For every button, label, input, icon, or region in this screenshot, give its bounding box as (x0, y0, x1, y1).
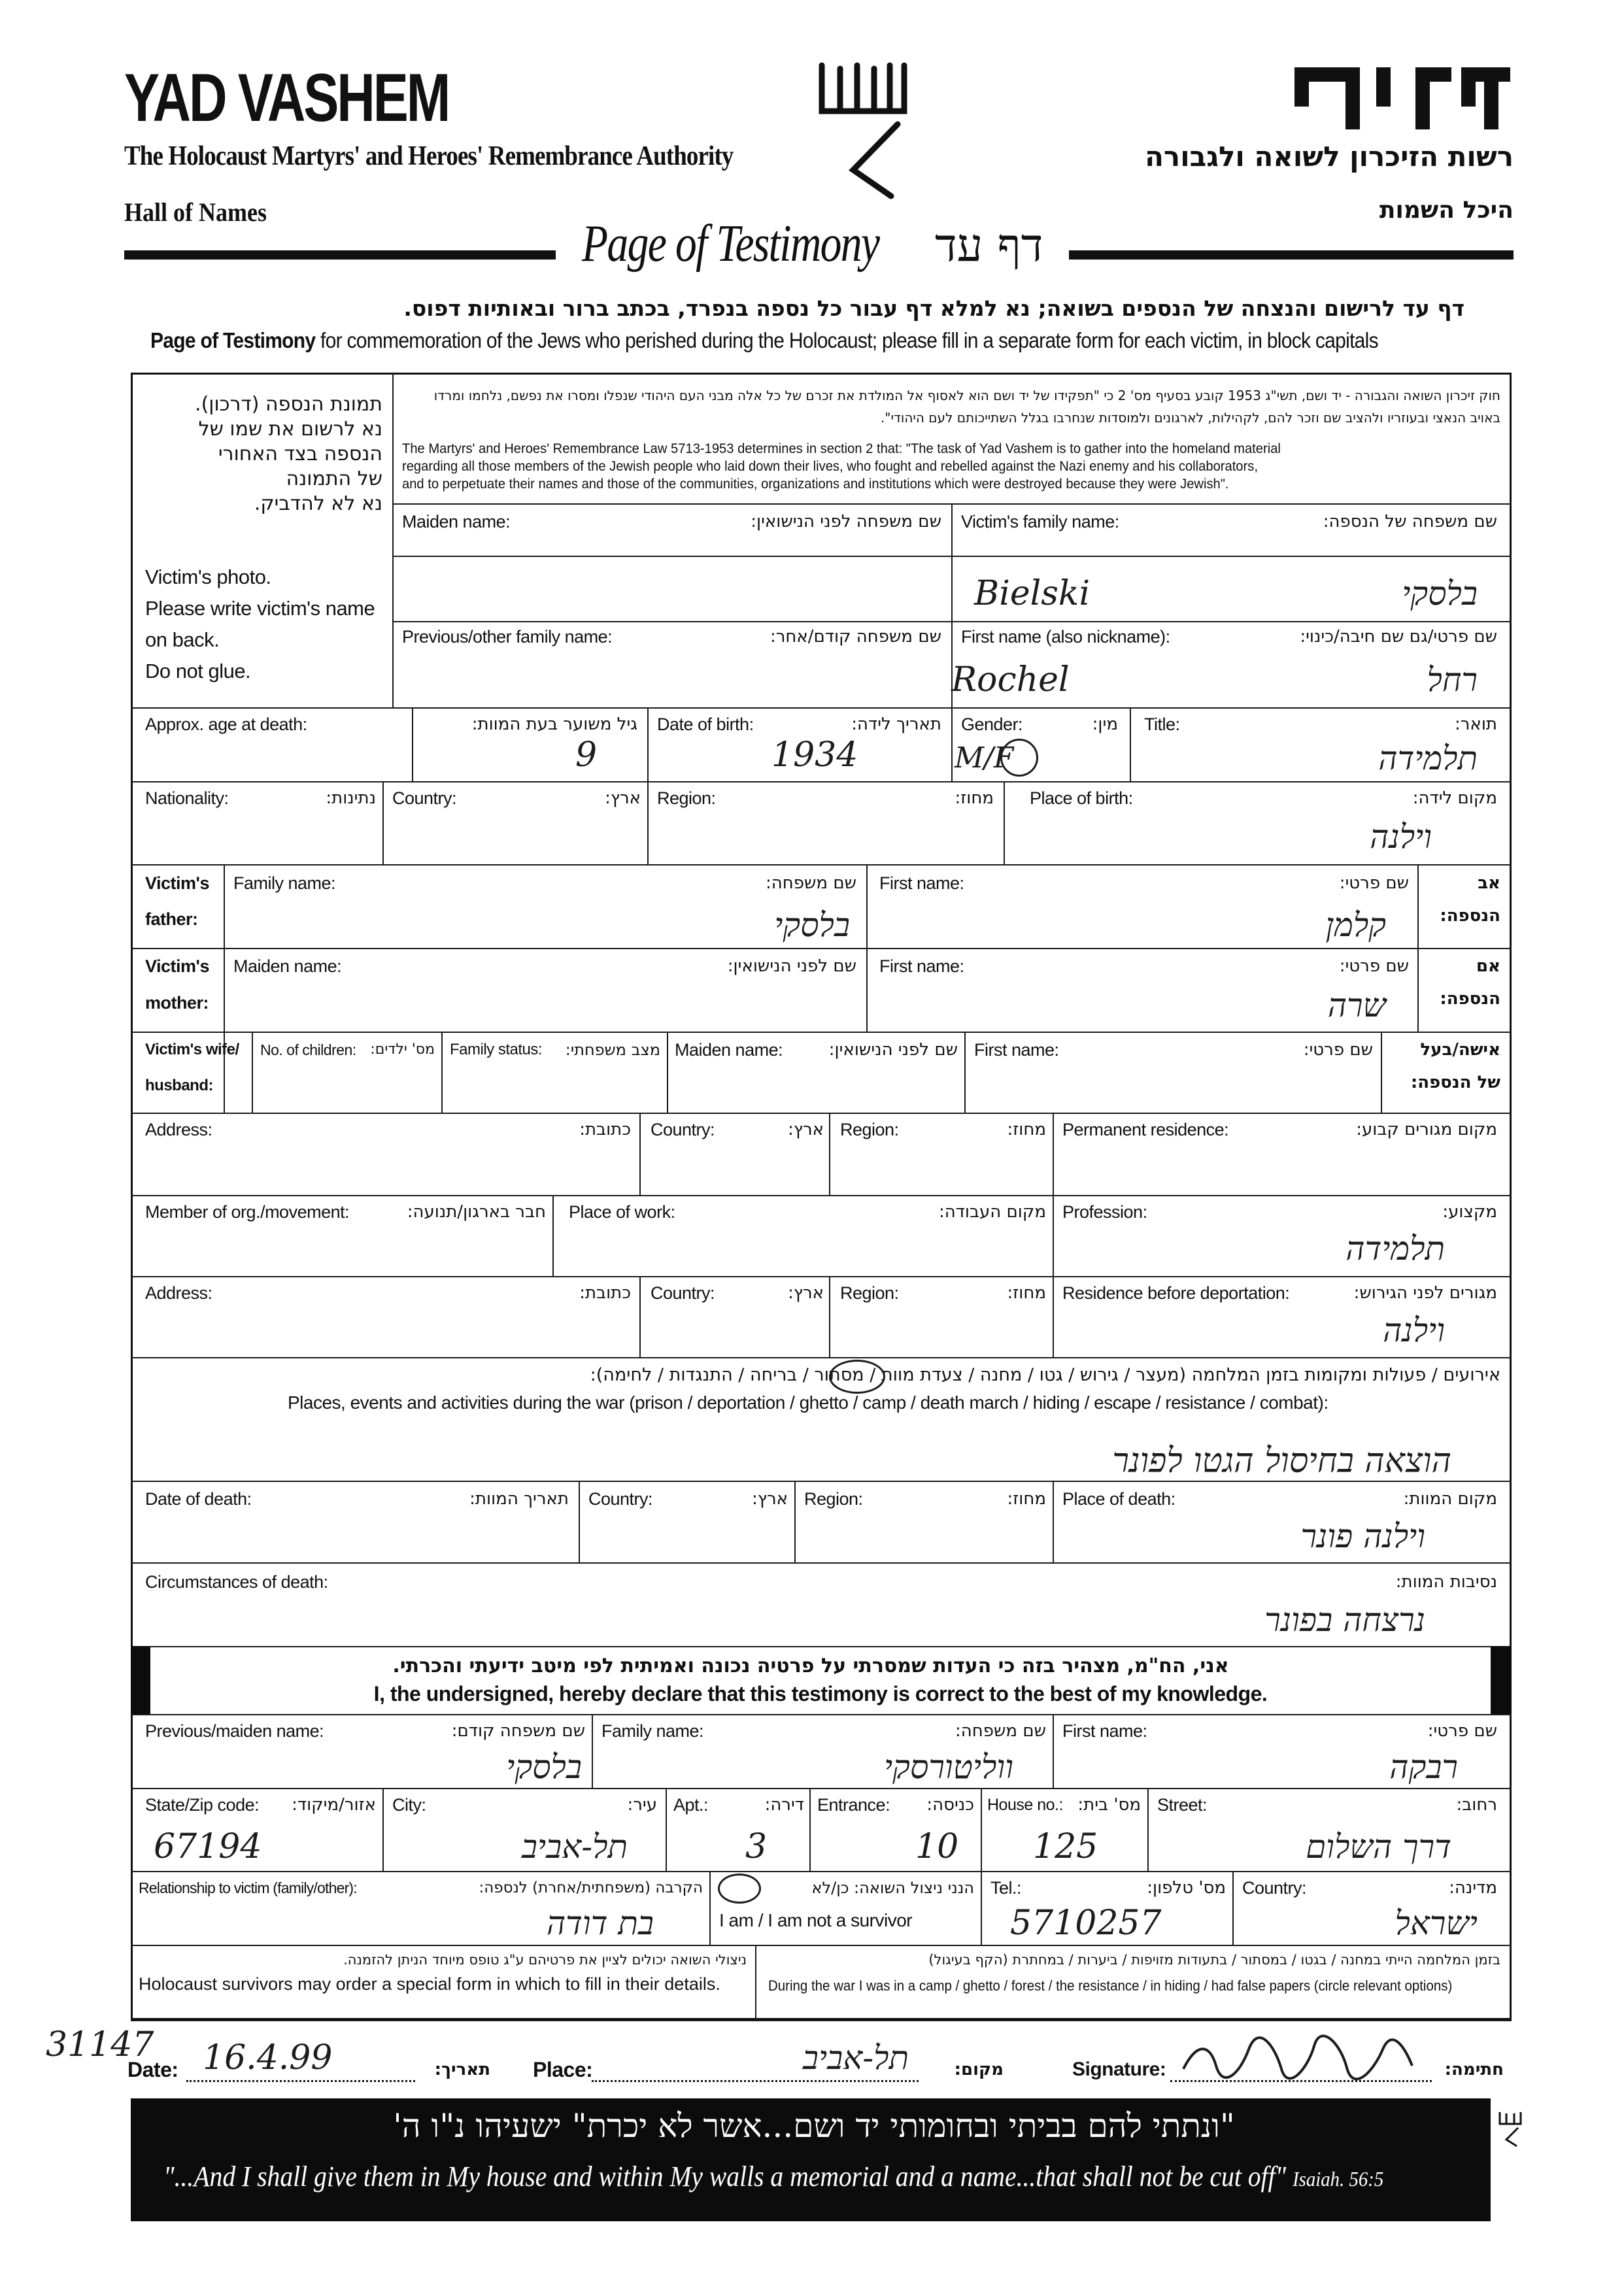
street-label-he: רחוב: (1456, 1795, 1497, 1815)
circumstances-value-he: נרצחה בפונר (1264, 1601, 1425, 1639)
declarant-country-label: Country: (1242, 1878, 1307, 1898)
zip-label-he: אזור/מיקוד: (292, 1795, 376, 1815)
first-name-nick-label: First name (also nickname): (961, 627, 1170, 647)
address2-region-label: Region: (840, 1283, 899, 1303)
survivor-label-en: I am / I am not a survivor (719, 1910, 913, 1930)
footer-quote-he: "ונתתי להם בביתי ובחומותי יד ושם...אשר לא יכרת" ישעיהו נ"ו ה' (393, 2107, 1235, 2145)
photo-instructions-en-3: on back. (145, 628, 220, 651)
declarant-family-name-label-he: שם משפחה: (955, 1721, 1046, 1741)
permanent-residence-label: Permanent residence: (1062, 1120, 1229, 1139)
city-label: City: (392, 1795, 426, 1815)
member-org-label-he: חבר בארגון/תנועה: (407, 1202, 546, 1222)
document-title-he: דף עד (935, 218, 1043, 272)
spouse-maiden-name-label-he: שם לפני הנישואין: (828, 1040, 958, 1060)
mother-label-he-1: אם (1476, 956, 1500, 976)
age-at-death-label: Approx. age at death: (145, 714, 307, 734)
family-status-label-he: מצב משפחתי: (565, 1041, 660, 1059)
apt-label-he: דירה: (764, 1795, 804, 1815)
city-label-he: עיר: (627, 1795, 657, 1815)
house-no-label-he: מס' בית: (1077, 1795, 1141, 1815)
spouse-label-1: Victim's wife/ (145, 1041, 239, 1058)
dob-value: 1934 (771, 735, 858, 775)
hall-of-names-en: Hall of Names (124, 197, 267, 227)
victim-family-name-label: Victim's family name: (961, 512, 1119, 531)
photo-instructions-en-4: Do not glue. (145, 660, 251, 682)
member-org-label: Member of org./movement: (145, 1202, 350, 1222)
survivor-label-he: הנני ניצול השואה: כן/לא (811, 1879, 974, 1897)
declaration-he: אני, הח"מ, מצהיר בזה כי העדות שמסרתי על פרטיה נכונה ואמיתית לפי מיטב ידיעתי והכרתי. (392, 1655, 1229, 1677)
profession-value-he: תלמידה (1345, 1230, 1445, 1268)
declarant-family-name-label: Family name: (601, 1721, 704, 1741)
profession-label: Profession: (1062, 1202, 1147, 1222)
victims-mother-label-1: Victim's (145, 956, 209, 976)
place-label-he: מקום: (954, 2060, 1004, 2079)
title-rule-right (1069, 250, 1514, 260)
first-name-nick-label-he: שם פרטי/גם שם חיבה/כינוי: (1300, 627, 1497, 647)
photo-instructions-he-5: נא לא להדביק. (254, 492, 382, 515)
during-war-note-he: בזמן המלחמה הייתי במחנה / בגטו / במסתור / בתעודות מזויפות / ביערות / במחתרת (הקף בעיגול) (928, 1952, 1500, 1968)
circumstances-label: Circumstances of death: (145, 1572, 328, 1592)
entrance-label: Entrance: (817, 1795, 890, 1815)
address-label-he: כתובת: (579, 1120, 631, 1139)
country-label-he: ארץ: (605, 788, 641, 808)
relationship-label-he: הקרבה (משפחתית/אחרת) לנספה: (479, 1879, 703, 1896)
photo-instructions-he-1: תמונת הנספה (דרכון). (195, 393, 382, 416)
events-label-he: אירועים / פעולות ומקומות בזמן המלחמה (מעצר / גירוש / גטו / מחנה / צעדת מוות / מסתור / בריחה / התנגדות / לחימה): (590, 1365, 1500, 1385)
footer-quote-en (163, 2157, 1384, 2198)
title-label: Title: (1144, 714, 1180, 734)
victim-family-name-label-he: שם משפחה של הנספה: (1323, 512, 1497, 531)
children-label: No. of children: (260, 1041, 356, 1058)
father-label-he-1: אב (1478, 873, 1500, 893)
region-label-he: מחוז: (955, 788, 994, 808)
title-label-he: תואר: (1455, 714, 1497, 734)
father-first-name-label-he: שם פרטי: (1339, 873, 1409, 893)
declaration-left-bar (131, 1646, 150, 1714)
profession-label-he: מקצוע: (1442, 1202, 1497, 1222)
death-region-label: Region: (804, 1489, 863, 1509)
apt-label: Apt.: (673, 1795, 709, 1815)
place-of-birth-value-he: וילנה (1370, 818, 1432, 856)
during-war-note-en: During the war I was in a camp / ghetto / forest / the resistance / in hiding / had false papers (circle relevant options) (768, 1977, 1453, 1994)
events-value-he: הוצאה בחיסול הגטו לפונר (1112, 1441, 1451, 1481)
mother-first-name-value-he: שרה (1327, 986, 1386, 1024)
survivor-form-note-he: ניצולי השואה יכולים לציין את פרטיהם ע"ג טופס מיוחד הניתן להזמנה. (343, 1952, 747, 1968)
victims-mother-label-2: mother: (145, 993, 209, 1013)
gender-label: Gender: (961, 714, 1023, 734)
ghetto-circle-icon (829, 1360, 885, 1394)
gender-value: M/F (955, 741, 1014, 775)
tel-label: Tel.: (990, 1878, 1022, 1898)
place-of-death-label-he: מקום המוות: (1403, 1489, 1497, 1509)
nationality-label-he: נתינות: (326, 788, 376, 808)
intro-en-bold: Page of Testimony (150, 328, 316, 352)
survivor-form-note-en: Holocaust survivors may order a special form in which to fill in their details. (139, 1974, 720, 1994)
previous-maiden-label-he: שם משפחה קודם: (451, 1721, 585, 1741)
archive-number: 31147 (46, 2025, 154, 2064)
date-line (186, 2080, 415, 2082)
gender-label-he: מין: (1092, 714, 1118, 734)
declaration-right-bar (1491, 1646, 1512, 1714)
dob-label: Date of birth: (657, 714, 754, 734)
org-name-en: YAD VASHEM (124, 60, 449, 136)
org-name-he-wordmark (1294, 62, 1510, 134)
maiden-name-label: Maiden name: (402, 512, 511, 531)
death-country-label-he: ארץ: (752, 1489, 788, 1509)
zip-label: State/Zip code: (145, 1795, 260, 1815)
declarant-country-value-he: ישראל (1395, 1904, 1478, 1942)
date-of-death-label-he: תאריך המוות: (469, 1489, 569, 1509)
house-no-value: 125 (1033, 1827, 1098, 1866)
place-line (592, 2080, 919, 2082)
address-region-label-he: מחוז: (1007, 1120, 1046, 1139)
father-family-name-value-he: בלסקי (774, 906, 850, 944)
signature-image (1177, 2030, 1419, 2082)
street-value-he: דרך השלום (1306, 1828, 1451, 1866)
footer-yad-vashem-mark-icon (1497, 2108, 1523, 2147)
mother-label-he-2: הנספה: (1440, 989, 1500, 1009)
intro-he: דף עד לרישום והנצחה של הנספים בשואה; נא למלא דף עבור כל נספה בנפרד, בכתב ברור ובאותיות דפוס. (403, 295, 1464, 321)
spouse-label-he-2: של הנספה: (1410, 1073, 1500, 1092)
residence-before-label-he: מגורים לפני הגירוש: (1353, 1283, 1497, 1303)
place-of-birth-label: Place of birth: (1030, 788, 1133, 808)
death-country-label: Country: (588, 1489, 653, 1509)
yad-vashem-logo-icon (814, 49, 912, 199)
previous-family-name-label-he: שם משפחה קודם/אחר: (770, 627, 941, 647)
photo-instructions-en-2: Please write victim's name (145, 597, 375, 620)
declarant-family-name-value-he: ווליטורסקי (884, 1748, 1013, 1786)
law-text-he: חוק זיכרון השואה והגבורה - יד ושם, תשי"ג 1953 קובע בסעיף מס' 2 כי "תפקידו של יד ושם הוא לאסוף אל המולדת את זכרם של כל אלה מבני העם היהודי שנפלו ומסרו את נפשם, נלחמו ומרדו באויב הנאצי ובעוזריו ולהציב שם וזכר להם, לקהילות, לארגונים ולמוסדות שנחרבו בגלל השתייכותם לעם היהודי". (433, 388, 1500, 426)
footer-source-en: Isaiah. 56:5 (1293, 2167, 1384, 2191)
maiden-name-label-he: שם משפחה לפני הנישואין: (751, 512, 941, 531)
dob-label-he: תאריך לידה: (851, 714, 941, 734)
place-of-death-label: Place of death: (1062, 1489, 1176, 1509)
spouse-first-name-label-he: שם פרטי: (1303, 1040, 1373, 1060)
gender-female-circle-icon (1000, 739, 1038, 777)
spouse-first-name-label: First name: (974, 1040, 1059, 1060)
place-value-he: תל-אביב (802, 2039, 909, 2077)
children-label-he: מס' ילדים: (370, 1041, 435, 1058)
father-first-name-label: First name: (879, 873, 964, 893)
address2-country-label: Country: (651, 1283, 715, 1303)
intro-en (150, 327, 1388, 354)
declaration-en: I, the undersigned, hereby declare that this testimony is correct to the best of my knowledge. (373, 1682, 1268, 1706)
tel-label-he: מס' טלפון: (1147, 1878, 1226, 1898)
title-rule-left (124, 250, 556, 260)
address-country-label: Country: (651, 1120, 715, 1139)
previous-maiden-value-he: בלסקי (506, 1748, 582, 1786)
declarant-first-name-label: First name: (1062, 1721, 1147, 1741)
country-label: Country: (392, 788, 457, 808)
permanent-residence-label-he: מקום מגורים קבוע: (1356, 1120, 1497, 1139)
date-value: 16.4.99 (203, 2038, 333, 2077)
apt-value: 3 (745, 1827, 768, 1866)
residence-before-label: Residence before deportation: (1062, 1283, 1290, 1303)
address-region-label: Region: (840, 1120, 899, 1139)
survivor-yes-circle-icon (718, 1874, 761, 1904)
address2-country-label-he: ארץ: (788, 1283, 824, 1303)
circumstances-label-he: נסיבות המוות: (1395, 1572, 1497, 1592)
address-country-label-he: ארץ: (788, 1120, 824, 1139)
date-of-death-label: Date of death: (145, 1489, 252, 1509)
spouse-label-he-1: אישה/בעל (1420, 1040, 1500, 1060)
victim-family-name-value-he: בלסקי (1402, 575, 1478, 613)
place-of-birth-label-he: מקום לידה: (1412, 788, 1497, 808)
family-status-label: Family status: (450, 1041, 543, 1058)
title-value-he: תלמידה (1378, 739, 1478, 777)
victims-father-label-1: Victim's (145, 873, 209, 893)
address2-region-label-he: מחוז: (1007, 1283, 1046, 1303)
spouse-maiden-name-label: Maiden name: (675, 1040, 783, 1060)
region-label: Region: (657, 788, 716, 808)
footer-quote-en-text: "...And I shall give them in My house and within My walls a memorial and a name...that shall not be cut off" (163, 2160, 1287, 2193)
mother-first-name-label-he: שם פרטי: (1339, 956, 1409, 976)
authority-name-en: The Holocaust Martyrs' and Heroes' Remembrance Authority (124, 141, 734, 171)
nationality-label: Nationality: (145, 788, 229, 808)
mother-maiden-name-label: Maiden name: (233, 956, 342, 976)
hall-of-names-he: היכל השמות (1379, 197, 1514, 224)
street-label: Street: (1157, 1795, 1208, 1815)
date-label-he: תאריך: (434, 2060, 490, 2079)
declarant-first-name-value-he: רבקה (1389, 1748, 1458, 1786)
age-at-death-label-he: גיל משוער בעת המוות: (471, 714, 637, 734)
intro-en-text: for commemoration of the Jews who perished during the Holocaust; please fill in a separate form for each victim, in block capitals (320, 328, 1378, 352)
tel-value: 5710257 (1010, 1904, 1162, 1943)
father-first-name-value-he: קלמן (1325, 906, 1386, 944)
address-label: Address: (145, 1120, 212, 1139)
place-of-death-value-he: וילנה פונר (1300, 1517, 1425, 1555)
place-label: Place: (533, 2058, 593, 2081)
signature-label-he: חתימה: (1444, 2060, 1504, 2079)
events-label-en: Places, events and activities during the war (prison / deportation / ghetto / camp / death march / hiding / escape / resistance / combat): (288, 1392, 1328, 1413)
city-value-he: תל-אביב (521, 1828, 628, 1866)
spouse-label-2: husband: (145, 1077, 213, 1094)
relationship-label: Relationship to victim (family/other): (139, 1879, 357, 1896)
death-region-label-he: מחוז: (1007, 1489, 1046, 1509)
entrance-label-he: כניסה: (926, 1795, 974, 1815)
father-family-name-label-he: שם משפחה: (766, 873, 856, 893)
age-value: 9 (575, 735, 598, 775)
first-name-value-he: רחל (1427, 661, 1478, 699)
mother-maiden-name-label-he: שם לפני הנישואין: (727, 956, 856, 976)
declarant-country-label-he: מדינה: (1449, 1878, 1497, 1898)
entrance-value: 10 (915, 1827, 959, 1866)
date-label: Date: (127, 2058, 178, 2081)
photo-instructions-he-3: הנספה בצד האחורי (218, 443, 382, 465)
signature-label: Signature: (1072, 2059, 1166, 2080)
victims-father-label-2: father: (145, 909, 198, 929)
law-text-en-1: The Martyrs' and Heroes' Remembrance Law 5713-1953 determines in section 2 that: "The task of Yad Vashem is to gather into the homeland material (402, 441, 1281, 456)
victim-family-name-value: Bielski (974, 574, 1091, 613)
previous-family-name-label: Previous/other family name: (402, 627, 613, 647)
father-label-he-2: הנספה: (1440, 906, 1500, 926)
relationship-value-he: בת דודה (546, 1904, 654, 1942)
address2-label-he: כתובת: (579, 1283, 631, 1303)
first-name-value: Rochel (951, 660, 1070, 699)
house-no-label: House no.: (987, 1796, 1063, 1814)
place-of-work-label: Place of work: (569, 1202, 675, 1222)
address2-label: Address: (145, 1283, 212, 1303)
photo-instructions-en-1: Victim's photo. (145, 565, 271, 588)
document-title-en: Page of Testimony (582, 215, 879, 273)
law-text-en-2: regarding all those members of the Jewish people who laid down their lives, who fought and rebelled against the Nazi enemy and his collaborators, (402, 459, 1258, 474)
residence-before-value-he: וילנה (1383, 1311, 1445, 1349)
photo-instructions-he-2: נא לרשום את שמו של (198, 418, 382, 441)
law-text-en-3: and to perpetuate their names and those of the communities, organizations and institutions which were destroyed because they were Jewish". (402, 477, 1229, 492)
declarant-first-name-label-he: שם פרטי: (1427, 1721, 1497, 1741)
place-of-work-label-he: מקום העבודה: (938, 1202, 1046, 1222)
mother-first-name-label: First name: (879, 956, 964, 976)
authority-name-he: רשות הזיכרון לשואה ולגבורה (1145, 141, 1514, 173)
previous-maiden-label: Previous/maiden name: (145, 1721, 324, 1741)
father-family-name-label: Family name: (233, 873, 336, 893)
zip-value: 67194 (154, 1827, 262, 1866)
photo-instructions-he-4: של התמונה (286, 467, 382, 490)
